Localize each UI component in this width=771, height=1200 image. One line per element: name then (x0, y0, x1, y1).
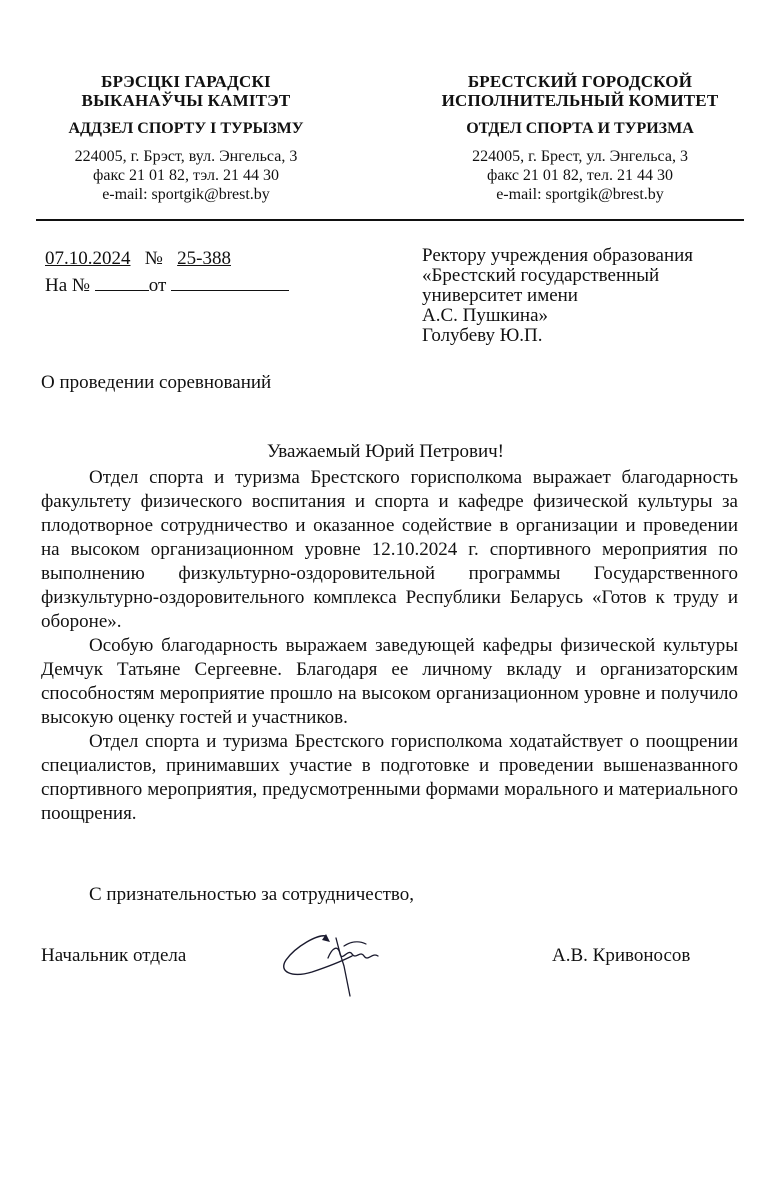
body-paragraph: Отдел спорта и туризма Брестского горисполкома ходатайствует о поощрении специалистов, принимавших участие в подготовке и проведении вышеназванного спортивного мероприятия, предусмотренными формами морального и материального поощрения. (41, 731, 738, 824)
org-name-line1: БРЭСЦКІ ГАРАДСКІ (101, 72, 271, 91)
org-phones: факс 21 01 82, тел. 21 44 30 (486, 167, 674, 184)
org-address: 224005, г. Брест, ул. Энгельса, 3 (472, 148, 688, 165)
org-email: e-mail: sportgik@brest.by (102, 186, 270, 203)
org-name-line1: БРЕСТСКИЙ ГОРОДСКОЙ (467, 72, 693, 91)
letter-subject: О проведении соревнований (41, 372, 272, 393)
reference-label: На № (45, 275, 91, 296)
handwritten-signature (278, 926, 388, 998)
department-name: АДДЗЕЛ СПОРТУ І ТУРЫЗМУ (68, 120, 304, 137)
salutation: Уважаемый Юрий Петрович! (267, 441, 504, 462)
letter-date: 07.10.2024 (45, 248, 131, 269)
number-sign: № (144, 248, 163, 269)
org-address: 224005, г. Брэст, вул. Энгельса, 3 (74, 148, 298, 165)
letter-number: 25-388 (177, 248, 231, 269)
reference-date-blank (171, 273, 289, 291)
addressee-line: А.С. Пушкина» (422, 305, 548, 326)
org-name-line2: ИСПОЛНИТЕЛЬНЫЙ КОМИТЕТ (441, 91, 719, 110)
reference-number-blank (95, 273, 149, 291)
letterhead-belarusian (36, 72, 336, 204)
addressee-line: Голубеву Ю.П. (422, 325, 543, 346)
reference-from-label: от (148, 275, 167, 296)
letterhead-divider (36, 219, 744, 221)
letter-body (41, 466, 738, 826)
registration-line (45, 248, 231, 270)
org-phones: факс 21 01 82, тэл. 21 44 30 (93, 167, 279, 184)
org-name-line2: ВЫКАНАЎЧЫ КАМІТЭТ (81, 91, 291, 110)
addressee-line: университет имени (422, 285, 578, 306)
signatory-title: Начальник отдела (41, 945, 187, 966)
reference-line (45, 273, 289, 297)
department-name: ОТДЕЛ СПОРТА И ТУРИЗМА (466, 120, 694, 137)
org-email: e-mail: sportgik@brest.by (496, 186, 664, 203)
letterhead-russian (430, 72, 730, 204)
addressee-line: Ректору учреждения образования (422, 245, 694, 266)
addressee-block (422, 246, 752, 346)
closing-phrase: С признательностью за сотрудничество, (89, 884, 414, 905)
body-paragraph: Отдел спорта и туризма Брестского горисполкома выражает благодарность факультету физического воспитания и спорта и кафедре физической культуры за плодотворное сотрудничество и оказанное содействие в организации и проведении на высоком организационном уровне 12.10.2024 г. спортивного мероприятия по выполнению физкультурно-оздоровительной программы Государственного физкультурно-оздоровительного комплекса Республики Беларусь «Готов к труду и обороне». (41, 467, 738, 632)
body-paragraph: Особую благодарность выражаем заведующей кафедры физической культуры Демчук Татьяне Сергеевне. Благодаря ее личному вкладу и организаторским способностям мероприятие прошло на высоком организационном уровне и получило высокую оценку гостей и участников. (41, 635, 738, 728)
signatory-name: А.В. Кривоносов (552, 945, 691, 966)
addressee-line: «Брестский государственный (422, 265, 660, 286)
